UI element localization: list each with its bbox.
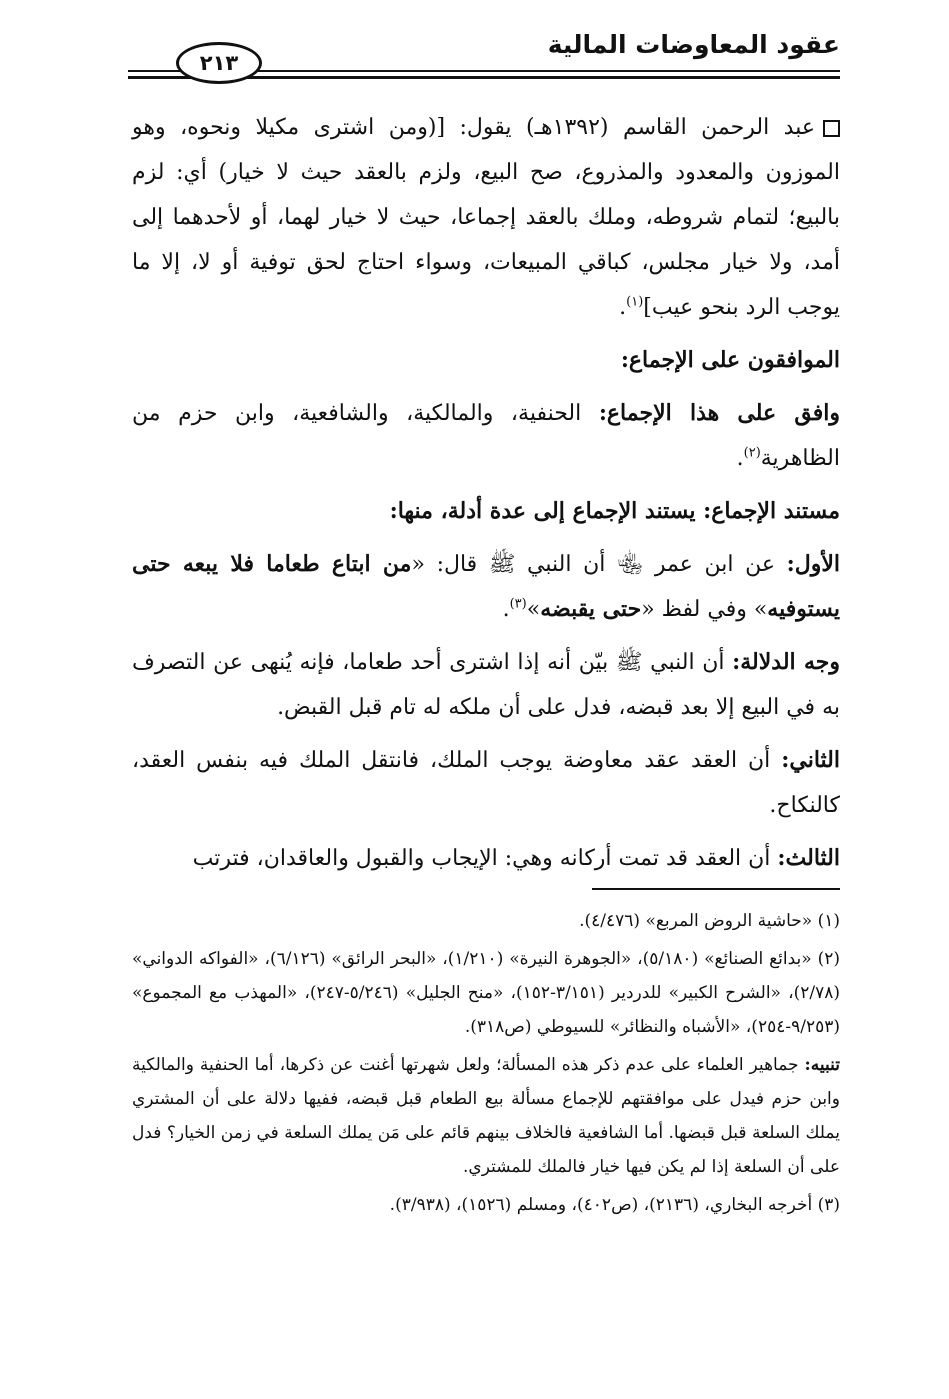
first-text-1: عن ابن عمر ﵄ أن النبي ﷺ قال: « xyxy=(411,552,787,577)
square-bullet-icon xyxy=(823,120,840,137)
paragraph-second-proof xyxy=(132,738,840,828)
paragraph-indication xyxy=(132,640,840,730)
footnote-1: (١) «حاشية الروض المربع» (٤/٤٧٦). xyxy=(579,911,840,931)
section-heading: الموافقون على الإجماع: xyxy=(620,347,840,373)
evidence-heading: مستند الإجماع: يستند الإجماع إلى عدة أدلة، منها: xyxy=(389,498,840,524)
quote-end: . xyxy=(619,295,627,320)
footnote-3: (٣) أخرجه البخاري، (٢١٣٦)، (ص٤٠٢)، ومسلم (١٥٢٦)، (٣/٩٣٨). xyxy=(389,1195,840,1215)
paragraph-first-proof xyxy=(132,542,840,632)
agreement-lead: وافق على هذا الإجماع: xyxy=(598,400,840,426)
indication-text: أن النبي ﷺ بيّن أنه إذا اشترى أحد طعاما، فإنه يُنهى عن التصرف به في البيع إلا بعد قبضه، فدل على أن ملكه له تام قبل القبض. xyxy=(132,650,840,720)
paragraph-quote xyxy=(132,105,840,330)
indication-lead: وجه الدلالة: xyxy=(732,649,840,675)
running-title: عقود المعاوضات المالية xyxy=(547,30,840,59)
first-text-3: » xyxy=(526,597,541,622)
footnote-note xyxy=(132,1048,840,1184)
paragraph-agreement xyxy=(132,391,840,481)
note-lead: تنبيه: xyxy=(804,1055,840,1075)
footnote-ref-2: (٢) xyxy=(743,445,761,461)
second-text: أن العقد عقد معاوضة يوجب الملك، فانتقل الملك فيه بنفس العقد، كالنكاح. xyxy=(132,748,840,818)
footnotes xyxy=(132,904,840,1226)
agreement-end: . xyxy=(736,446,744,471)
agreement-text: الحنفية، والمالكية، والشافعية، وابن حزم من الظاهرية xyxy=(132,401,840,471)
page-header xyxy=(128,20,840,82)
footnote-separator xyxy=(592,888,840,890)
main-text xyxy=(132,105,840,889)
first-end: . xyxy=(502,597,510,622)
quote-text: عبد الرحمن القاسم (١٣٩٢هـ) يقول: [(ومن اشترى مكيلا ونحوه، وهو الموزون والمعدود والمذروع، صح البيع، ولزم بالعقد حيث لا خيار) أي: لزم بالبيع؛ لتمام شروطه، وملك بالعقد إجماعا، حيث لا خيار لهما، أو لأحدهما إلى أمد، ولا خيار مجلس، كباقي المبيعات، وسواء احتاج لحق توفية أو لا، إلا ما يوجب الرد بنحو عيب] xyxy=(132,115,840,320)
paragraph-third-proof xyxy=(132,836,840,881)
note-text: جماهير العلماء على عدم ذكر هذه المسألة؛ ولعل شهرتها أغنت عن ذكرها، أما الحنفية والمالكية وابن حزم فيدل على موافقتهم للإجماع مسألة بيع الطعام قبل قبضه، ففيها دلالة على أن المشتري يملك السلعة قبل قبضها. أما الشافعية فالخلاف بينهم قائم على مَن يملك السلعة في زمن الخيار؟ فدل على أن السلعة إذا لم يكن فيها خيار فالملك للمشتري. xyxy=(132,1055,840,1177)
first-text-2: » وفي لفظ « xyxy=(641,597,768,622)
third-text: أن العقد قد تمت أركانه وهي: الإيجاب والقبول والعاقدان، فترتب xyxy=(192,846,778,871)
footnote-ref-1: (١) xyxy=(626,294,644,310)
first-lead: الأول: xyxy=(786,551,840,577)
hadith-quote-1: من ابتاع طعاما فلا يبعه حتى يستوفيه xyxy=(132,551,840,622)
third-lead: الثالث: xyxy=(777,845,840,871)
footnote-ref-3: (٣) xyxy=(509,596,527,612)
footnote-2: (٢) «بدائع الصنائع» (٥/١٨٠)، «الجوهرة النيرة» (١/٢١٠)، «البحر الرائق» (٦/١٢٦)، «الفواكه الدواني» (٢/٧٨)، «الشرح الكبير» للدردير (٣/١٥١-١٥٢)، «منح الجليل» (٥/٢٤٦-٢٤٧)، «المهذب مع المجموع» (٩/٢٥٣-٢٥٤)، «الأشباه والنظائر» للسيوطي (ص٣١٨). xyxy=(132,949,840,1037)
hadith-quote-2: حتى يقبضه xyxy=(540,596,642,622)
page-number: ٢١٣ xyxy=(176,42,262,84)
second-lead: الثاني: xyxy=(781,747,840,773)
